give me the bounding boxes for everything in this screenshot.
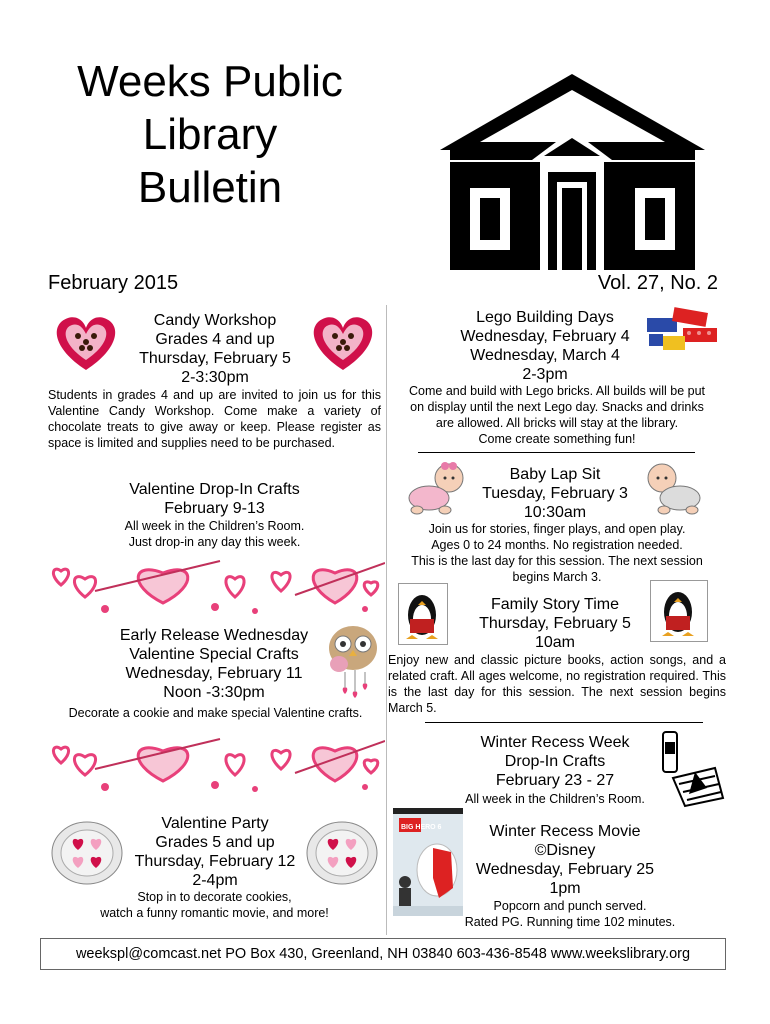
heart-chocolates-icon — [305, 312, 381, 374]
hearts-border-icon — [45, 555, 385, 617]
heading-line: Valentine Special Crafts — [129, 646, 299, 663]
dropin-crafts-description — [48, 518, 381, 550]
penguin-reading-icon — [650, 580, 708, 642]
heading-line: Drop-In Crafts — [504, 753, 606, 770]
library-building-icon — [420, 70, 725, 270]
heading-line: Valentine Party — [161, 815, 269, 832]
heading-line: Candy Workshop — [153, 312, 277, 329]
heading-line: Baby Lap Sit — [509, 466, 601, 483]
candy-workshop-heading — [120, 311, 310, 387]
heading-line: February 23 - 27 — [495, 772, 615, 789]
heading-line: Winter Recess Week — [480, 734, 630, 751]
heading-line: Wednesday, March 4 — [470, 347, 620, 364]
heading-line: 2-4pm — [192, 872, 238, 889]
early-release-description: Decorate a cookie and make special Valentine crafts. — [68, 706, 363, 720]
lego-days-description — [388, 383, 726, 447]
issue-volume: Vol. 27, No. 2 — [597, 272, 718, 294]
heading-line: Valentine Drop-In Crafts — [129, 481, 300, 498]
heading-line: Winter Recess Movie — [489, 823, 641, 840]
heading-line: Thursday, February 5 — [139, 350, 291, 367]
cookie-plate-icon — [305, 820, 379, 886]
story-time-heading — [455, 595, 655, 652]
heading-line: Wednesday, February 4 — [460, 328, 630, 345]
body-line: are allowed. All bricks will stay at the library. — [435, 416, 679, 430]
contact-footer: weekspl@comcast.net PO Box 430, Greenland, NH 03840 603-436-8548 www.weekslibrary.org — [40, 938, 726, 970]
valentine-party-heading — [120, 814, 310, 890]
lego-bricks-icon — [643, 306, 721, 356]
heading-line: ©Disney — [534, 842, 596, 859]
body-line: Come and build with Lego bricks. All builds will be put — [409, 384, 705, 398]
issue-date: February 2015 — [48, 272, 179, 294]
valentine-party-description — [48, 889, 381, 921]
body-line: Ages 0 to 24 months. No registration needed. — [431, 538, 683, 552]
candy-workshop-description: Students in grades 4 and up are invited to join us for this Valentine Candy Workshop. Come make a variety of chocolate treats to give away or keep. Please register as space is limited and supplies need to be purchased. — [48, 388, 381, 450]
penguin-reading-icon — [398, 583, 448, 645]
heading-line: Tuesday, February 3 — [482, 485, 628, 502]
baby-lap-sit-description — [388, 521, 726, 585]
heading-line: 1pm — [549, 880, 581, 897]
bulletin-title — [40, 55, 380, 214]
winter-recess-week-heading — [455, 733, 655, 790]
heading-line: Grades 4 and up — [155, 331, 275, 348]
story-time-description: Enjoy new and classic picture books, action songs, and a related craft. All ages welcome, no registration required. This is the last day for this session. The next session begins March 5. — [388, 653, 726, 715]
winter-movie-heading — [460, 822, 670, 898]
body-line: on display until the next Lego day. Snacks and drinks — [410, 400, 704, 414]
body-line: Popcorn and punch served. — [493, 899, 647, 913]
heading-line: Wednesday, February 25 — [475, 861, 655, 878]
winter-recess-week-description: All week in the Children’s Room. — [465, 792, 645, 806]
body-line: Stop in to decorate cookies, — [137, 890, 292, 904]
winter-movie-description — [425, 898, 715, 930]
body-line: Rated PG. Running time 102 minutes. — [464, 915, 676, 929]
heading-line: 10am — [534, 634, 576, 651]
title-line-1: Weeks Public — [77, 57, 343, 106]
early-release-heading — [98, 626, 330, 702]
heading-line: 2-3pm — [522, 366, 568, 383]
heading-line: Lego Building Days — [476, 309, 614, 326]
column-divider — [386, 305, 387, 935]
title-line-3: Bulletin — [137, 163, 283, 212]
dropin-crafts-heading — [48, 480, 381, 518]
baby-icon — [640, 460, 704, 518]
body-line: This is the last day for this session. The next session — [411, 554, 703, 568]
body-line: watch a funny romantic movie, and more! — [100, 906, 329, 920]
baby-icon — [405, 460, 469, 518]
heading-line: Thursday, February 12 — [134, 853, 296, 870]
heading-line: Grades 5 and up — [155, 834, 275, 851]
body-line: All week in the Children’s Room. — [124, 519, 305, 533]
title-line-2: Library — [142, 110, 278, 159]
baby-lap-sit-heading — [470, 465, 640, 522]
heading-line: Family Story Time — [490, 596, 619, 613]
heading-line: Wednesday, February 11 — [125, 665, 303, 682]
heading-line: Early Release Wednesday — [119, 627, 309, 644]
section-divider — [425, 722, 703, 723]
section-divider — [418, 452, 695, 453]
heart-chocolates-icon — [48, 312, 124, 374]
cookie-plate-icon — [50, 820, 124, 886]
body-line: Come create something fun! — [478, 432, 636, 446]
heading-line: 10:30am — [523, 504, 587, 521]
heading-line: 2-3:30pm — [181, 369, 249, 386]
heading-line: Noon -3:30pm — [163, 684, 265, 701]
body-line: Just drop-in any day this week. — [128, 535, 301, 549]
hearts-border-icon — [45, 733, 385, 795]
heading-line: February 9-13 — [164, 500, 265, 517]
lego-days-heading — [440, 308, 650, 384]
heading-line: Thursday, February 5 — [479, 615, 631, 632]
poster-title: BIG HERO 6 — [401, 824, 442, 831]
body-line: begins March 3. — [512, 570, 602, 584]
owls-icon — [325, 620, 381, 698]
body-line: Join us for stories, finger plays, and open play. — [428, 522, 686, 536]
